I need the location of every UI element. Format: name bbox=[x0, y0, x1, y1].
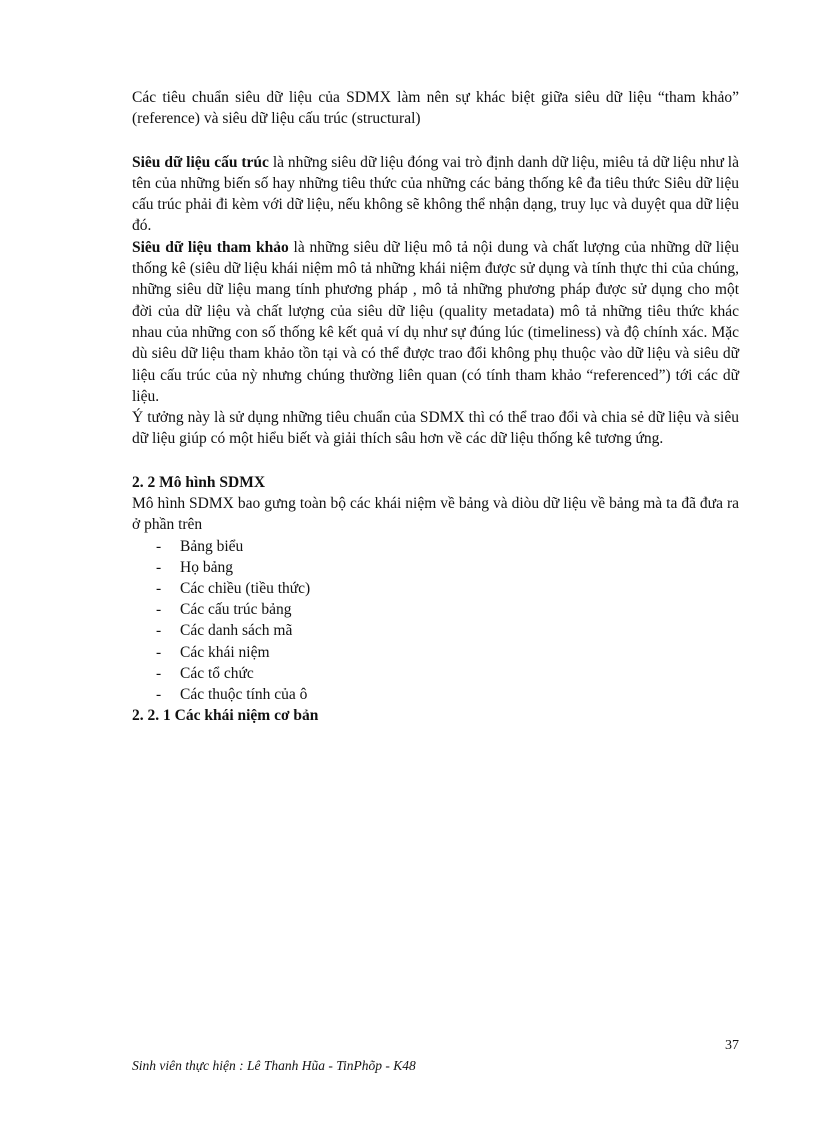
reference-metadata-paragraph bbox=[132, 237, 739, 407]
reference-metadata-text: là những siêu dữ liệu mô tả nội dung và chất lượng của những dữ liệu thống kê (siêu dữ liệu khái niệm mô tả những khái niệm được sử dụng và tính thực thi của chúng, những siêu dữ liệu mang tính phương pháp , mô tả những phương pháp được sử dụng cho một đời của dữ liệu và chất lượng của siêu dữ liệu (quality metadata) mô tả những tiêu thức khác nhau của những con số thống kê kết quả ví dụ như sự đúng lúc (timeliness) và độ chính xác. Mặc dù siêu dữ liệu tham khảo tồn tại và có thể được trao đổi không phụ thuộc vào dữ liệu và siêu dữ liệu cấu trúc của nỳ nhưng chúng thường liên quan (có tính tham khảo “referenced”) tới các dữ liệu. bbox=[132, 238, 739, 405]
list-item-text: Các danh sách mã bbox=[180, 622, 293, 640]
sdmx-concept-list bbox=[132, 536, 739, 706]
bullet-dash: - bbox=[156, 580, 162, 598]
footer: Sinh viên thực hiện : Lê Thanh Hũa - TinPhõp - K48 bbox=[132, 1058, 416, 1073]
list-item-text: Các cấu trúc bảng bbox=[180, 601, 292, 619]
list-item bbox=[132, 684, 739, 705]
list-item bbox=[132, 620, 739, 641]
bullet-dash: - bbox=[156, 622, 162, 640]
bullet-dash: - bbox=[156, 601, 162, 619]
list-item bbox=[132, 663, 739, 684]
idea-paragraph: Ý tưởng này là sử dụng những tiêu chuẩn của SDMX thì có thể trao đổi và chia sẻ dữ liệu và siêu dữ liệu giúp có một hiểu biết và giải thích sâu hơn về các dữ liệu thống kê tương ứng. bbox=[132, 409, 739, 448]
section-2-2-intro: Mô hình SDMX bao gưng toàn bộ các khái niệm về bảng và diòu dữ liệu về bảng mà ta đã đưa ra ở phần trên bbox=[132, 495, 739, 534]
list-item bbox=[132, 599, 739, 620]
list-item-text: Các tổ chức bbox=[180, 664, 254, 682]
section-2-2-heading: 2. 2 Mô hình SDMX bbox=[132, 473, 266, 491]
bullet-dash: - bbox=[156, 686, 162, 704]
list-item bbox=[132, 536, 739, 557]
structural-metadata-paragraph bbox=[132, 152, 739, 237]
list-item-text: Các khái niệm bbox=[180, 643, 270, 661]
list-item-text: Các thuộc tính của ô bbox=[180, 686, 308, 704]
list-item-text: Các chiều (tiều thức) bbox=[180, 580, 311, 598]
list-item bbox=[132, 642, 739, 663]
reference-metadata-term: Siêu dữ liệu tham khảo bbox=[132, 238, 289, 256]
structural-metadata-text: là những siêu dữ liệu đóng vai trò định danh dữ liệu, miêu tả dữ liệu như là tên của những biến số hay những tiêu thức của những các bảng thống kê đa tiêu thức Siêu dữ liệu cấu trúc phải đi kèm với dữ liệu, nếu không sẽ không thể nhận dạng, truy lục và duyệt qua dữ liệu đó. bbox=[132, 153, 739, 235]
bullet-dash: - bbox=[156, 537, 162, 555]
list-item bbox=[132, 578, 739, 599]
intro-paragraph: Các tiêu chuẩn siêu dữ liệu của SDMX làm nên sự khác biệt giữa siêu dữ liệu “tham khảo” (reference) và siêu dữ liệu cấu trúc (structural) bbox=[132, 89, 739, 128]
bullet-dash: - bbox=[156, 558, 162, 576]
page-number: 37 bbox=[725, 1038, 739, 1053]
list-item-text: Họ bảng bbox=[180, 558, 233, 576]
structural-metadata-term: Siêu dữ liệu cấu trúc bbox=[132, 153, 269, 171]
page-body bbox=[132, 87, 739, 727]
section-2-2-1-heading: 2. 2. 1 Các khái niệm cơ bản bbox=[132, 707, 319, 725]
list-item-text: Bảng biểu bbox=[180, 537, 244, 555]
bullet-dash: - bbox=[156, 664, 162, 682]
list-item bbox=[132, 557, 739, 578]
bullet-dash: - bbox=[156, 643, 162, 661]
